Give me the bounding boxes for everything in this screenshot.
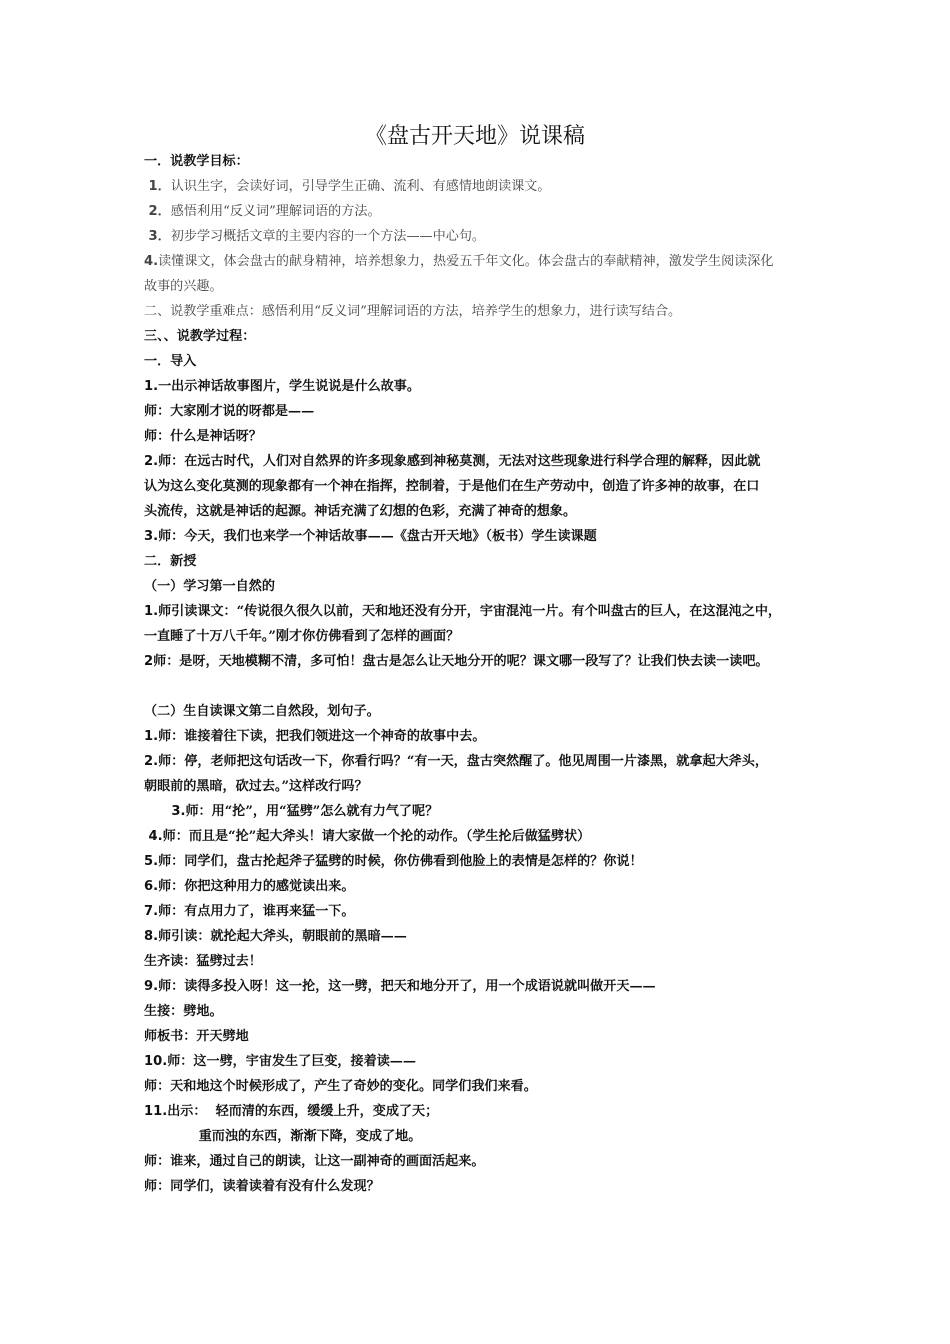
paragraph-line (144, 724, 824, 749)
line-text: 师板书：开天劈地 (144, 1029, 249, 1044)
line-text: 一直睡了十万八千年。”刚才你仿佛看到了怎样的画面？ (144, 629, 460, 644)
paragraph-line (144, 1049, 824, 1074)
paragraph-line (144, 1124, 824, 1149)
line-text: 师引读课文：“传说很久很久以前，天和地还没有分开，宇宙混沌一片。有个叫盘古的巨人，在这混沌之中， (158, 604, 782, 619)
line-text: 生齐读：猛劈过去！ (144, 954, 262, 969)
line-text: 头流传，这就是神话的起源。神话充满了幻想的色彩，充满了神奇的想象。 (144, 504, 577, 519)
line-number: 6. (144, 879, 159, 894)
line-text: 故事的兴趣。 (144, 279, 223, 294)
line-text: 师：而且是“抡”起大斧头！请大家做一个抡的动作。（学生抡后做猛劈状） (162, 829, 591, 844)
line-text: 师：你把这种用力的感觉读出来。 (158, 879, 355, 894)
paragraph-line (144, 824, 824, 849)
line-text: 认识生字，会读好词，引导学生正确、流利、有感情地朗读课文。 (170, 179, 551, 194)
paragraph-line (144, 174, 824, 199)
line-number: 5. (144, 854, 159, 869)
line-text: 二．新授 (144, 554, 197, 569)
line-text: 师：谁来，通过自己的朗读，让这一副神奇的画面活起来。 (144, 1154, 485, 1169)
line-number: 8. (144, 929, 159, 944)
paragraph-line (144, 899, 824, 924)
paragraph-line (144, 699, 824, 724)
paragraph-line (144, 599, 824, 624)
paragraph-line (144, 1174, 824, 1199)
paragraph-line (144, 199, 824, 224)
line-number: 1. (144, 604, 159, 619)
line-text: 重而浊的东西，渐渐下降，变成了地。 (144, 1129, 422, 1144)
paragraph-line (144, 299, 824, 324)
paragraph-line (144, 249, 824, 274)
paragraph-line (144, 474, 824, 499)
line-number: 1． (144, 179, 171, 194)
line-text: 师：大家刚才说的呀都是—— (144, 404, 315, 419)
line-text: 师：什么是神话呀？ (144, 429, 262, 444)
line-text: 师：今天，我们也来学一个神话故事——《盘古开天地》（板书）学生读课题 (158, 529, 597, 544)
line-number: 2． (144, 204, 171, 219)
paragraph-line (144, 499, 824, 524)
line-text: 师：停，老师把这句话改一下，你看行吗？“有一天，盘古突然醒了。他见周围一片漆黑，就拿起大斧头， (158, 754, 768, 769)
line-text: 师：这一劈，宇宙发生了巨变，接着读—— (167, 1054, 416, 1069)
paragraph-line (144, 924, 824, 949)
line-text: 三、、说教学过程： (144, 329, 256, 344)
paragraph-line (144, 399, 824, 424)
line-text: 读懂课文，体会盘古的献身精神，培养想象力，热爱五千年文化。体会盘古的奉献精神，激发学生阅读深化 (158, 254, 774, 269)
paragraph-line (144, 1024, 824, 1049)
line-text: 出示： 轻而清的东西，缓缓上升，变成了天； (167, 1104, 439, 1119)
line-number: 10. (144, 1054, 168, 1069)
line-text: 朝眼前的黑暗，砍过去。”这样改行吗？ (144, 779, 368, 794)
line-text: 师：是呀，天地模糊不清，多可怕！盘古是怎么让天地分开的呢？课文哪一段写了？让我们快去读一读吧。 (153, 654, 769, 669)
line-text: 师：读得多投入呀！这一抡，这一劈，把天和地分开了，用一个成语说就叫做开天—— (158, 979, 656, 994)
line-text: 师：用“抡”，用“猛劈”怎么就有力气了呢？ (185, 804, 439, 819)
paragraph-line (144, 549, 824, 574)
paragraph-line (144, 274, 824, 299)
paragraph-line (144, 149, 824, 174)
paragraph-line (144, 799, 824, 824)
line-text: 师：同学们，读着读着有没有什么发现？ (144, 1179, 380, 1194)
line-text: 一．导入 (144, 354, 197, 369)
line-number: 2. (144, 454, 159, 469)
line-text: 认为这么变化莫测的现象都有一个神在指挥，控制着，于是他们在生产劳动中，创造了许多神的故事，在口 (144, 479, 760, 494)
line-number: 4. (144, 829, 163, 844)
line-number: 1. (144, 379, 159, 394)
line-number: 1. (144, 729, 159, 744)
line-text: 感悟利用“反义词”理解词语的方法。 (170, 204, 381, 219)
line-text: 生接：劈地。 (144, 1004, 223, 1019)
paragraph-line (144, 449, 824, 474)
paragraph-line (144, 999, 824, 1024)
line-text: 师：谁接着往下读，把我们领进这一个神奇的故事中去。 (158, 729, 486, 744)
paragraph-line (144, 424, 824, 449)
paragraph-line (144, 224, 824, 249)
line-number: 3. (144, 529, 159, 544)
paragraph-line (144, 324, 824, 349)
paragraph-line (144, 949, 824, 974)
line-text: 一出示神话故事图片，学生说说是什么故事。 (158, 379, 420, 394)
line-text: 师：有点用力了，谁再来猛一下。 (158, 904, 355, 919)
line-number: 3． (144, 229, 171, 244)
paragraph-line (144, 749, 824, 774)
line-number: 3. (144, 804, 186, 819)
line-text: 师：同学们，盘古抡起斧子猛劈的时候，你仿佛看到他脸上的表情是怎样的？你说！ (158, 854, 643, 869)
paragraph-line (144, 624, 824, 649)
line-number: 7. (144, 904, 159, 919)
line-number: 9. (144, 979, 159, 994)
line-text: 师引读：就抡起大斧头，朝眼前的黑暗—— (158, 929, 407, 944)
line-text: （二）生自读课文第二自然段，划句子。 (144, 704, 380, 719)
paragraph-line (144, 1099, 824, 1124)
line-number: 4. (144, 254, 159, 269)
line-text: 初步学习概括文章的主要内容的一个方法——中心句。 (170, 229, 486, 244)
line-text: 师：在远古时代，人们对自然界的许多现象感到神秘莫测，无法对这些现象进行科学合理的解释，因此就 (158, 454, 761, 469)
paragraph-line (144, 524, 824, 549)
line-number: 2 (144, 654, 154, 669)
paragraph-line (144, 774, 824, 799)
line-number: 11. (144, 1104, 168, 1119)
paragraph-line (144, 649, 824, 674)
line-text: 二、说教学重难点：感悟利用“反义词”理解词语的方法，培养学生的想象力，进行读写结合。 (144, 304, 682, 319)
line-number: 2. (144, 754, 159, 769)
document-title: 《盘古开天地》说课稿 (364, 124, 585, 149)
paragraph-line (144, 1074, 824, 1099)
paragraph-line (144, 1149, 824, 1174)
paragraph-line (144, 349, 824, 374)
paragraph-line (144, 574, 824, 599)
line-text: 师：天和地这个时候形成了，产生了奇妙的变化。同学们我们来看。 (144, 1079, 537, 1094)
line-text: 一．说教学目标： (144, 154, 249, 169)
line-text: （一）学习第一自然的 (144, 579, 275, 594)
paragraph-line (144, 874, 824, 899)
paragraph-line (144, 674, 824, 699)
paragraph-line (144, 974, 824, 999)
paragraph-line (144, 849, 824, 874)
paragraph-line (144, 374, 824, 399)
